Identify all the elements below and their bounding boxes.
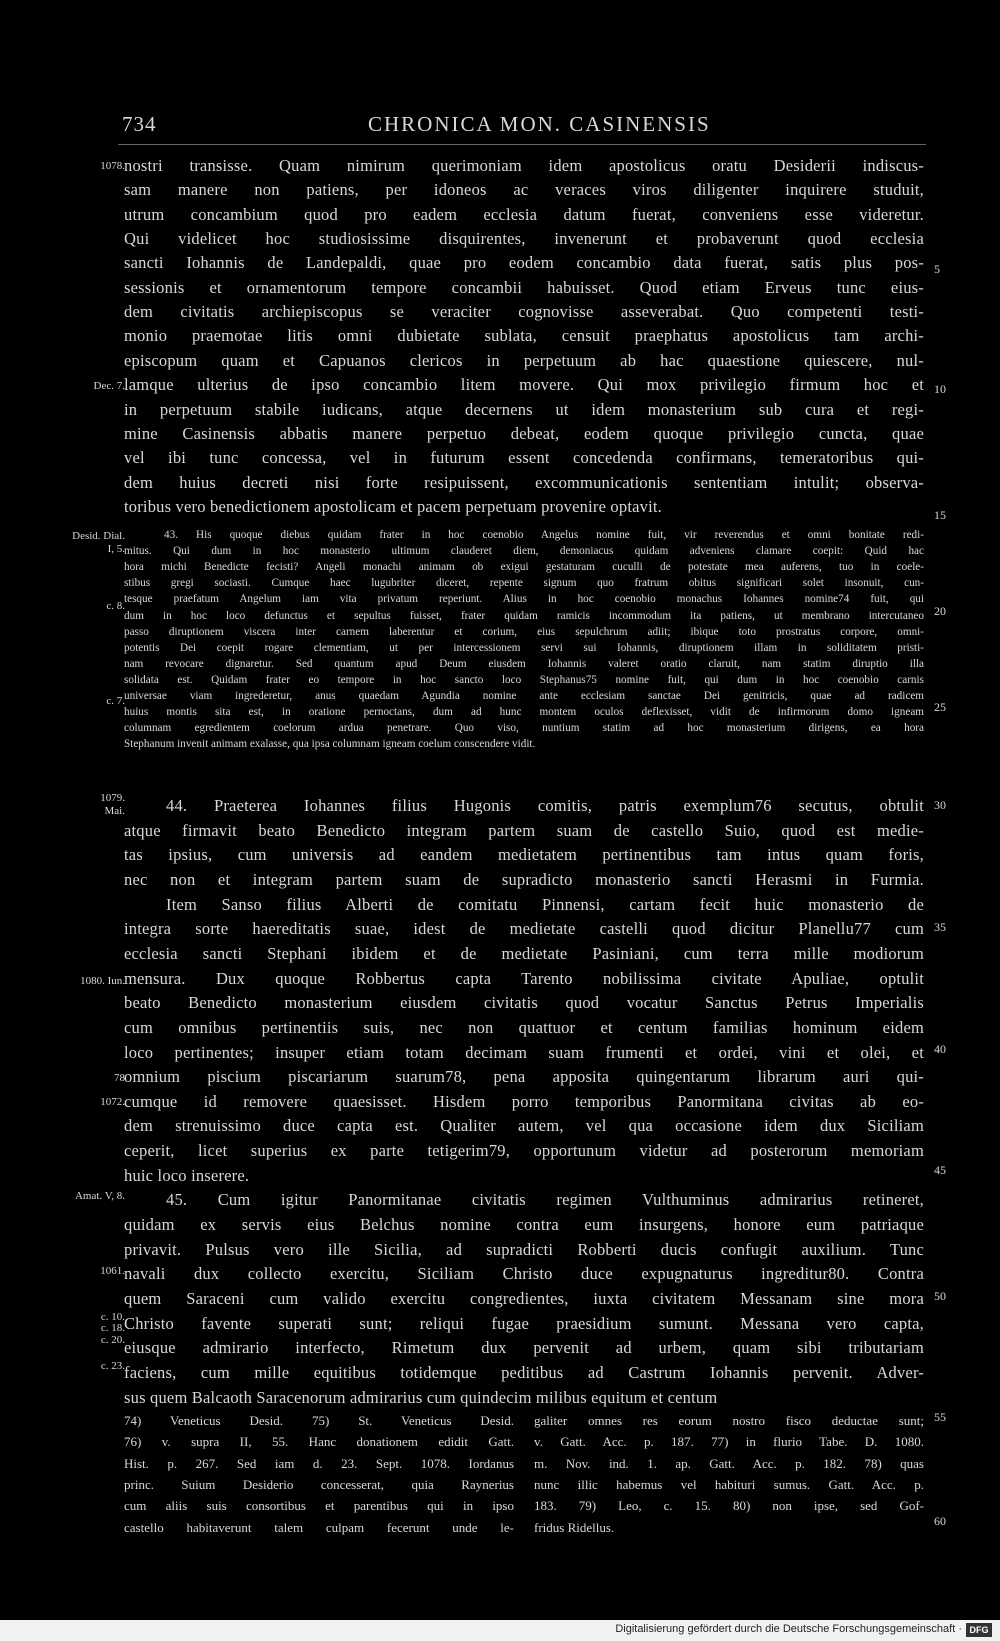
footnote-line-4: princ. Suium Desiderio concesserat, quia Raynerius [124,1476,514,1492]
page-number: 734 [122,112,157,136]
margin-note: 78 [114,1072,125,1084]
main-text-line-13: vel ibi tunc concessa, vel in futurum essent concedenda confirmans, temeratoribus qui- [124,448,924,468]
margin-note: 1078. [100,160,125,172]
line-number: 60 [934,1514,946,1528]
margin-note: Amat. V, 8. [74,1190,125,1202]
small-text-line-11: universae viam ingrederetur, anus quaedam Agundia nomine ante ecclesiam sanctae Dei genitricis, quae ad radicem [124,690,924,702]
line-number: 35 [934,920,946,934]
footnote-line-1: 74) Veneticus Desid. 75) St. Veneticus Desid. [124,1413,514,1428]
line-number: 50 [934,1289,946,1303]
margin-note: c. 7. [106,695,125,707]
small-text-line-9: nam revocare dignaretur. Sed quantum apud Deum eiusdem Iohannis valeret oratio claruit, nam statim diruptio illa [124,657,924,670]
line-number: 30 [934,798,946,812]
footnote-line-2: v. Gatt. Acc. p. 187. 77) in flurio Tabe. D. 1080. [534,1434,924,1450]
main2-text-line-14: dem strenuissimo duce capta est. Qualiter autem, vel qua occasione idem dux Siciliam [124,1116,924,1136]
line-number: 5 [934,262,940,276]
main2-text-line-25: sus quem Balcaoth Saracenorum admirarius cum quindecim milibus equitum et centum [124,1387,718,1407]
main-text-line-15: toribus vero benedictionem apostolicam et pacem perpetuam provenire optavit. [124,496,662,516]
dfg-logo: DFG [966,1623,992,1637]
main2-text-line-7: ecclesia sancti Stephani ibidem et de medietate Pasiniani, cum terra mille modiorum [124,943,924,963]
small-text-line-13: columnam egredientem coelorum ardua penetrare. Quo viso, nuntium statim ad hoc monasterium dirigens, ea hora [124,722,924,735]
footnote-line-3: Hist. p. 267. Sed iam d. 23. Sept. 1078. Iordanus [124,1455,514,1471]
margin-note: 1080. Iun. [80,975,125,987]
margin-note: 1079. [100,792,125,804]
main-text-line-14: dem huius decreti nisi forte resipuissent, excommunicationis sententiam intulit; observa- [124,472,924,492]
main-text-line-5: sancti Iohannis de Landepaldi, quae pro eodem concambio data fuerat, satis plus pos- [124,253,924,273]
footer-bar [0,1620,1000,1641]
line-number: 20 [934,604,946,618]
footnote-line-3: m. Nov. ind. 1. ap. Gatt. Acc. p. 182. 78) quas [534,1455,924,1471]
margin-note: c. 18. [100,1322,125,1334]
main2-text-line-11: loco pertinentes; insuper etiam totam decimam suam frumenti et ordei, vini et olei, et [124,1042,924,1062]
margin-note: 1072. [100,1096,125,1108]
main-text-line-7: dem civitatis archiepiscopus se veraciter cognovisse asseverabat. Quo competenti testi- [124,302,924,322]
footnote-line-6: fridus Ridellus. [534,1519,615,1535]
small-text-line-2: mitus. Qui dum in hoc monasterio ultimum clauderet diem, demoniacus quidam adveniens clamare coepit: Quid hac [124,545,924,558]
main2-text-line-5: Item Sanso filius Alberti de comitatu Pinnensi, cartam fecit huic monasterio de [166,894,924,914]
footnote-line-1: galiter omnes res eorum nostro fisco deductae sunt; [534,1413,924,1428]
footer-text: Digitalisierung gefördert durch die Deutsche Forschungsgemeinschaft · [615,1623,962,1635]
main2-text-line-13: cumque id removere quaesisset. Hisdem porro temporibus Panormitana civitas ab eo- [124,1091,924,1111]
small-text-line-5: tesque praefatum Angelum iam vita privatum reperiunt. Alius in hoc coenobio monachus Iohannes nomine74 fuit, qui [124,593,924,606]
footnote-line-5: cum aliis suis consortibus et parentibus qui in ipso [124,1498,514,1514]
main-text-line-2: sam manere non patiens, per idoneos ac veraces viros diligenter inquirere studuit, [124,180,924,200]
main-text-line-1: nostri transisse. Quam nimirum querimoniam idem apostolicus oratu Desiderii indiscus- [124,156,924,175]
line-number: 45 [934,1163,946,1177]
footnote-line-4: nunc illic habemus vel habituri sumus. Gatt. Acc. p. [534,1476,924,1492]
line-number: 55 [934,1410,946,1424]
margin-note: c. 20. [100,1334,125,1346]
margin-note: Desid. Dial. [72,530,125,542]
main-text-line-10: lamque ulterius de ipso concambio litem movere. Qui mox privilegio firmum hoc et [124,375,924,395]
main-text-line-6: sessionis et ornamentorum tempore concambii habuisset. Quod etiam Erveus tunc eius- [124,277,924,297]
main2-text-line-10: cum omnibus pertinentiis suis, nec non quattuor et centum familias hominum eidem [124,1017,924,1037]
main-text-line-4: Qui videlicet hoc studiosissime disquirentes, invenerunt et probaverunt quod ecclesia [124,229,924,249]
line-number: 10 [934,382,946,396]
main2-text-line-6: integra sorte haereditatis suae, idest de medietate castelli quod dicitur Planellu77 cum [124,919,924,939]
main2-text-line-9: beato Benedicto monasterium eiusdem civitatis quod vocatur Sanctus Petrus Imperialis [124,993,924,1013]
small-text-line-8: potentis Dei coepit rogare clementiam, ut per intercessionem servi sui Iohannis, diruptionem illam in soliditatem pristi- [124,641,924,654]
main2-text-line-1: 44. Praeterea Iohannes filius Hugonis comitis, patris exemplum76 secutus, obtulit [166,796,924,815]
main2-text-line-24: faciens, cum mille equitibus totidemque peditibus ad Castrum Iohannis pervenit. Adver- [124,1362,924,1382]
main2-text-line-23: eiusque admirario interfecto, Rimetum dux pervenit ad urbem, quam sibi tributariam [124,1338,924,1358]
main-text-line-11: in perpetuum stabile iudicans, atque decernens ut idem monasterium sub cura et regi- [124,399,924,419]
footnote-line-2: 76) v. supra II, 55. Hanc donationem edidit Gatt. [124,1434,514,1450]
small-text-line-6: dum in hoc loco defunctus et sepultus fuisset, frater quidam ramicis incommodum ita patiens, ut membrano intercutaneo [124,609,924,622]
main2-text-line-16: huic loco inserere. [124,1165,250,1185]
main2-text-line-20: navali dux collecto exercitu, Siciliam Christo duce expugnaturus ingreditur80. Contra [124,1264,924,1284]
main-text-line-12: mine Casinensis abbatis manere perpetuo debeat, eodem quoque privilegio cuncta, quae [124,423,924,443]
main2-text-line-4: nec non et integram partem suam de supradicto monasterio sancti Herasmi in Furmia. [124,869,924,889]
main2-text-line-17: 45. Cum igitur Panormitanae civitatis regimen Vulthuminus admirarius retineret, [166,1190,924,1210]
main2-text-line-21: quem Saraceni cum valido exercitu congredientes, iuxta civitatem Messanam sine mora [124,1289,924,1308]
small-text-line-3: hora michi Benedicte fecisti? Angeli monachi animam ob exigui gestaturam cuculli de potestate mea auferens, tuo in coele- [124,561,924,574]
line-number: 15 [934,508,946,522]
main2-text-line-18: quidam ex servis eius Belchus nomine contra eum insurgens, honore eum patriaque [124,1215,924,1235]
main-text-line-9: episcopum quam et Capuanos clericos in perpetuum ab hac quaestione quiescere, nul- [124,350,924,370]
main-text-line-8: monio praemotae litis omni dubietate sublata, censuit praephatus apostolicus tam archi- [124,326,924,346]
small-text-line-7: passo diruptionem viscera inter carnem laberentur et corium, eius sepulchrum adiit; ibique toto prostratus corpore, omni- [124,625,924,638]
main2-text-line-22: Christo favente superati sunt; reliqui fugae praesidium sumunt. Messana vero capta, [124,1313,924,1333]
main2-text-line-12: omnium piscium piscariarum suarum78, pena apposita quingentarum librarum auri qui- [124,1067,924,1087]
small-text-line-10: solidata est. Quidam frater eo tempore in hoc sancto loco Stephanus75 nomine fuit, qui dum in hoc coenobio carnis [124,673,924,686]
margin-note: Mai. [104,805,125,817]
small-text-line-1: 43. His quoque diebus quidam frater in hoc coenobio Angelus nomine fuit, vir reverendus et omni bonitate redi- [164,529,924,541]
footnote-line-5: 183. 79) Leo, c. 15. 80) non ipse, sed Gof- [534,1498,924,1514]
line-number: 25 [934,700,946,714]
margin-note: c. 10. [100,1311,125,1323]
header-rule [118,144,926,145]
main2-text-line-2: atque firmavit beato Benedicto integram partem suam de castello Suio, quod est medie- [124,820,924,840]
small-text-line-4: stibus gregi sociasti. Cumque haec lugubriter diceret, repente signum quo fratrum obitus significari solet insonuit, cun- [124,577,924,590]
main2-text-line-8: mensura. Dux quoque Robbertus capta Tarento nobilissima civitate Apuliae, optulit [124,968,924,988]
running-title: CHRONICA MON. CASINENSIS [368,112,711,136]
margin-note: c. 8. [106,600,125,612]
footnote-line-6: castello habitaverunt talem culpam fecerunt unde le- [124,1519,514,1535]
line-number: 40 [934,1042,946,1056]
margin-note: I, 5. [107,543,125,555]
main2-text-line-15: ceperit, licet superius ex parte tetigerim79, opportunum videtur ad posterorum memoriam [124,1141,924,1161]
margin-note: Dec. 7. [93,380,125,392]
main2-text-line-3: tas ipsius, cum universis ad eandem medietatem pertinentibus tam intus quam foris, [124,845,924,865]
margin-note: 1061. [100,1265,125,1277]
main2-text-line-19: privavit. Pulsus vero ille Sicilia, ad supradicti Robberti ducis confugit auxilium. Tunc [124,1239,924,1259]
small-text-line-12: huius montis sita est, in oratione pernoctans, dum ad hunc montem oculos deflexisset, vidit de infirmorum domo igneam [124,706,924,719]
margin-note: c. 23. [100,1360,125,1372]
main-text-line-3: utrum concambium quod pro eadem ecclesia datum fuerat, conveniens esse videretur. [124,204,924,224]
small-text-line-14: Stephanum invenit animam exalasse, qua ipsa columnam igneam coelum conscendere vidit. [124,738,536,751]
